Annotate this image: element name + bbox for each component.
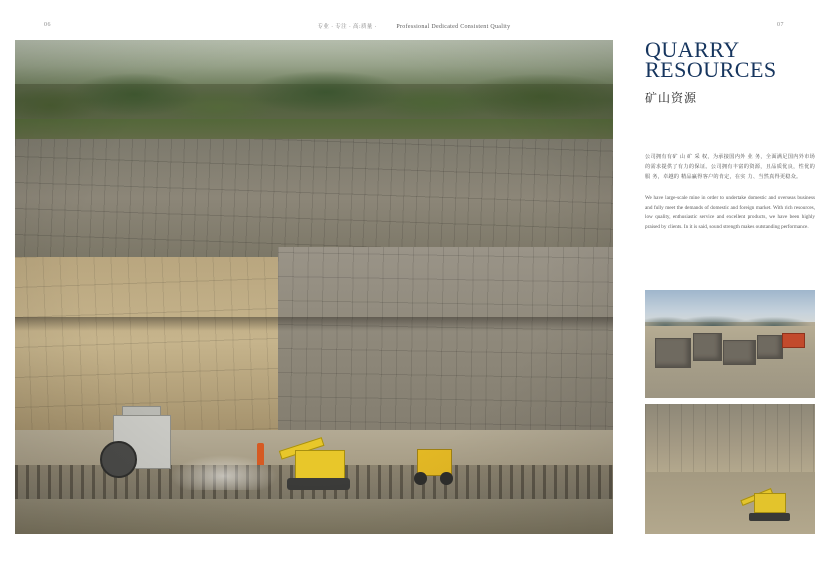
thumb-excavator-track: [749, 513, 790, 521]
feature-text-column: [645, 37, 815, 237]
running-head-chinese: 专业 · 专注 · 高:质量 ·: [317, 24, 377, 30]
thumb-hills: [645, 312, 815, 327]
main-quarry-photo: [15, 40, 613, 534]
folio-right: 07: [777, 22, 784, 28]
thumb-excavator: [744, 485, 795, 521]
thumbnail-quarry-yard: [645, 290, 815, 398]
red-truck: [782, 333, 804, 348]
body-paragraph-english: We have large-scale mine in order to undertake domestic and overseas business and fully meet the demands of domestic and foreign market. With rich resources, low quality, enthusiastic service and excellent products, we have been highly praised by clients. In it is said, sound strength makes outstanding performance.: [645, 195, 815, 230]
thumb-quarry-wall: [645, 404, 815, 472]
page-title-line2: RESOURCES: [645, 57, 777, 82]
stone-block: [757, 335, 783, 359]
running-head-english: Professional Dedicated Consistent Quality: [396, 24, 511, 30]
body-paragraph-chinese: 公司拥有有矿 山 矿 采 权，为承接国内外 业 务，全面满足国内外市场的需求提供了有力的保证。公司拥有丰富的资源，且品质优良，性优的服 务，卓越的 精品赢得客户的肯定，在实 力、当然真得更稳众。: [645, 154, 815, 180]
photo-vignette: [15, 40, 613, 534]
stone-block: [655, 338, 691, 368]
page-title-chinese: 矿山资源: [645, 91, 698, 105]
thumbnail-excavator: [645, 404, 815, 534]
page-title-english: [645, 37, 815, 82]
running-head: [0, 22, 828, 36]
folio-left: 06: [44, 22, 51, 28]
stone-block: [693, 333, 722, 361]
running-head-center: [318, 22, 511, 30]
quarry-scene-illustration: [15, 40, 613, 534]
thumb-excavator-body: [754, 493, 787, 513]
page-title-line1: QUARRY: [645, 37, 740, 62]
stone-block: [723, 340, 756, 366]
